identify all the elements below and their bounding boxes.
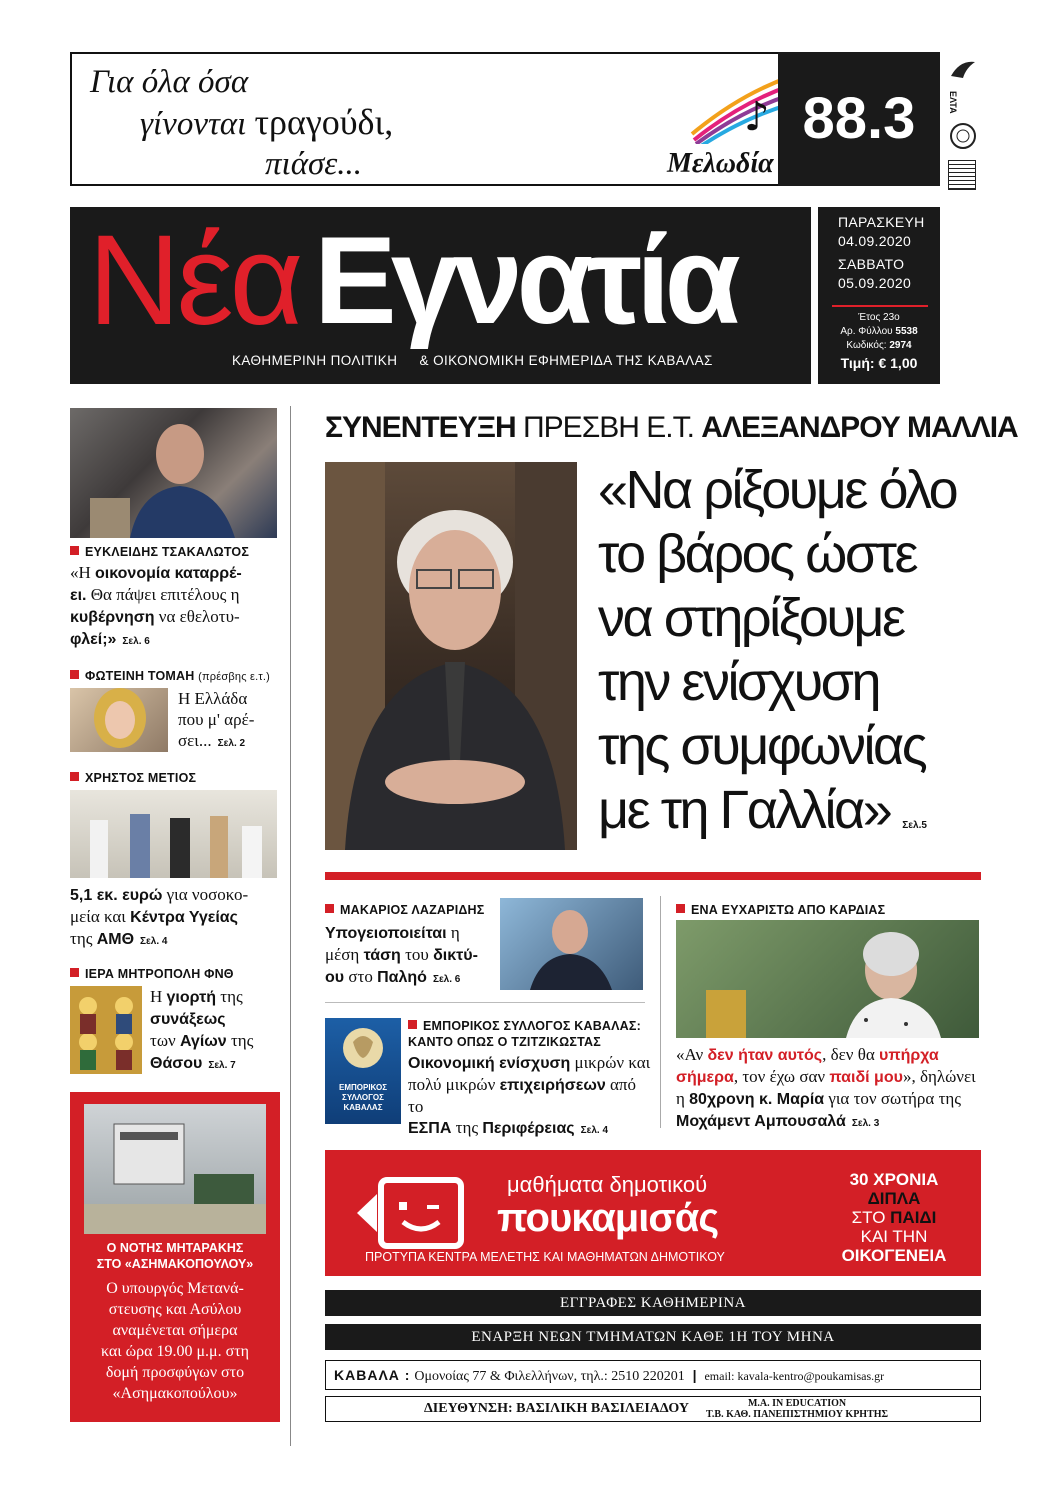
s2-l3: σει... — [178, 731, 212, 750]
radio-ad-line1: Για όλα όσα — [90, 64, 249, 100]
m1-t3: του — [400, 945, 434, 964]
ad-top: μαθήματα δημοτικού — [507, 1172, 708, 1197]
m3-t4: », δηλώνει — [902, 1067, 976, 1086]
ad-address-row: ΚΑΒΑΛΑ : Ομονοίας 77 & Φιλελλήνων, τηλ.: 2510 220201 | email: kavala-kentro@poukamisas.gr — [325, 1360, 981, 1390]
s1-b4: φλεί;» — [70, 631, 117, 648]
m2-b1: Οικονομική ενίσχυση — [408, 1055, 571, 1072]
poukamisas-ad[interactable] — [325, 1150, 981, 1276]
m1-t2: μέση — [325, 945, 364, 964]
svg-text:♪: ♪ — [744, 94, 770, 140]
lead-quote[interactable] — [598, 458, 998, 858]
m3-t2: , δεν θα — [822, 1045, 880, 1064]
m1-b2: τάση — [363, 947, 401, 964]
lead-kicker-a: ΣΥΝΕΝΤΕΥΞΗ — [325, 411, 516, 444]
m3-t5: η — [676, 1089, 690, 1108]
m1-b1: Υπογειοποιείται — [325, 925, 447, 942]
ad-cred2: Τ.Β. ΚΑΘ. ΠΑΝΕΠΙΣΤΗΜΙΟΥ ΚΡΗΤΗΣ — [706, 1409, 889, 1420]
price: Τιμή: € 1,00 — [840, 355, 918, 371]
ad-bar-new-classes: ΕΝΑΡΞΗ ΝΕΩΝ ΤΜΗΜΑΤΩΝ ΚΑΘΕ 1Η ΤΟΥ ΜΗΝΑ — [325, 1324, 981, 1350]
code-label: Κωδικός: — [846, 340, 887, 351]
issue-label: Αρ. Φύλλου — [840, 326, 893, 337]
m3-kicker: ΕΝΑ ΕΥΧΑΡΙΣΤΩ ΑΠΟ ΚΑΡΔΙΑΣ — [676, 902, 885, 918]
logo-line: ΕΜΠΟΡΙΚΟΣ — [339, 1083, 387, 1092]
ad-r1: 30 ΧΡΟΝΙΑ — [849, 1170, 939, 1189]
s2-kicker-note: (πρέσβης ε.τ.) — [198, 671, 270, 683]
lead-kicker[interactable] — [325, 406, 1018, 450]
ad-cred1: M.A. IN EDUCATION — [747, 1398, 847, 1409]
s3-b2: Κέντρα Υγείας — [130, 909, 238, 926]
s4-kicker: ΙΕΡΑ ΜΗΤΡΟΠΟΛΗ ΦΝΘ — [70, 966, 234, 982]
box-body — [70, 1278, 280, 1404]
m1-t4: στο — [344, 967, 378, 986]
masthead-subtitle-b: & ΟΙΚΟΝΟΜΙΚΗ ΕΦΗΜΕΡΙΔΑ ΤΗΣ ΚΑΒΑΛΑΣ — [419, 353, 713, 368]
mid-column-divider — [660, 896, 661, 1128]
s3-t1: για νοσοκο- — [162, 885, 249, 904]
s2-body[interactable] — [178, 688, 283, 754]
date-day1: ΠΑΡΑΣΚΕΥΗ — [838, 214, 925, 230]
m1-b5: Παληό — [377, 969, 427, 986]
m2-b3: ΕΣΠΑ — [408, 1120, 452, 1137]
s2-kicker: ΦΩΤΕΙΝΗ ΤΟΜΑΗ — [85, 669, 195, 683]
s1-b1: οικονομία καταρρέ- — [95, 565, 242, 582]
s1-t1: «Η — [70, 563, 96, 582]
box-body-line: στευσης και Ασύλου — [108, 1301, 242, 1318]
emporikos-logo[interactable] — [325, 1018, 401, 1124]
ad-r2: ΔΙΠΛΑ — [867, 1189, 921, 1208]
box-title2: ΣΤΟ «ΑΣΗΜΑΚΟΠΟΥΛΟΥ» — [96, 1257, 254, 1271]
ad-director-row — [325, 1396, 981, 1422]
s3-b3: ΑΜΘ — [96, 931, 135, 948]
m3-b6: Μοχάμεντ Αμπουσαλά — [676, 1113, 846, 1130]
lead-quote-line: της συμφωνίας — [598, 716, 926, 776]
m3-b3: σήμερα — [676, 1069, 734, 1086]
date-date1: 04.09.2020 — [838, 233, 912, 249]
m1-t1: η — [446, 923, 460, 942]
s3-t3: της — [70, 929, 97, 948]
m3-page: Σελ. 3 — [851, 1118, 880, 1129]
s4-b4: Θάσου — [150, 1055, 203, 1072]
date-panel — [818, 207, 940, 384]
code-number: 2974 — [889, 340, 912, 351]
radio-frequency: 88.3 — [802, 86, 916, 151]
ad-r3a: ΣΤΟ — [851, 1208, 891, 1227]
s4-t2: της — [216, 987, 243, 1006]
ad-brand: πουκαμισάς — [497, 1196, 719, 1240]
s2-page: Σελ. 2 — [217, 738, 246, 749]
radio-ad-line2a: γίνονται — [140, 106, 255, 142]
m2-t2: πολύ μικρών — [408, 1075, 500, 1094]
lazaridis-photo[interactable] — [500, 898, 643, 990]
date-date2: 05.09.2020 — [838, 275, 912, 291]
m3-t3: , τον έχω σαν — [733, 1067, 830, 1086]
elta-label: ΕΛΤΑ — [948, 91, 958, 114]
radio-ad-line2b: τραγούδι, — [254, 102, 394, 142]
box-body-line: δομή προσφύγων στο — [105, 1364, 245, 1381]
m3-body[interactable] — [676, 1044, 986, 1134]
lead-quote-line: την ενίσχυση — [598, 652, 880, 712]
m1-divider — [325, 1002, 645, 1003]
elta-bird-icon — [948, 56, 978, 86]
ad-r4: ΚΑΙ ΤΗΝ — [860, 1227, 928, 1246]
ad-address: Ομονοίας 77 & Φιλελλήνων, τηλ.: 2510 220201 — [414, 1369, 685, 1384]
ad-director: ΔΙΕΥΘΥΝΣΗ: ΒΑΣΙΛΙΚΗ ΒΑΣΙΛΕΙΑΔΟΥ — [424, 1401, 689, 1416]
s1-t3: να εθελοτυ- — [154, 607, 240, 626]
m3-b4: παιδί μου — [829, 1069, 903, 1086]
m3-b1: δεν ήταν αυτός — [707, 1047, 823, 1064]
lead-kicker-c: ΑΛΕΞΑΝΔΡΟΥ ΜΑΛΛΙΑ — [701, 411, 1018, 444]
s3-b1: 5,1 εκ. ευρώ — [70, 887, 163, 904]
tomai-photo[interactable] — [70, 688, 168, 752]
lead-quote-line: «Να ρίξουμε όλο — [598, 460, 957, 520]
masthead[interactable] — [70, 207, 811, 384]
m1-b4: ου — [325, 969, 345, 986]
m1-b3: δικτύ- — [433, 947, 478, 964]
icon-saints-photo[interactable] — [70, 986, 142, 1074]
m2-b2: επιχειρήσεων — [499, 1077, 606, 1094]
maria-photo[interactable] — [676, 920, 979, 1038]
s1-page: Σελ. 6 — [122, 636, 150, 647]
m3-t6: για τον σωτήρα της — [824, 1089, 962, 1108]
s4-t1: Η — [150, 987, 167, 1006]
m2-b4: Περιφέρειας — [482, 1120, 575, 1137]
s2-l2: που μ' αρέ- — [178, 710, 255, 729]
s4-page: Σελ. 7 — [208, 1060, 236, 1071]
ad-tagline: ΠΡΟΤΥΠΑ ΚΕΝΤΡΑ ΜΕΛΕΤΗΣ ΚΑΙ ΜΑΘΗΜΑΤΩΝ ΔΗΜΟΤΙΚΟΥ — [365, 1250, 725, 1264]
issue-number: 5538 — [895, 326, 918, 337]
box-body-line: και ώρα 19.00 μ.μ. στη — [100, 1343, 250, 1360]
s3-kicker: ΧΡΗΣΤΟΣ ΜΕΤΙΟΣ — [70, 770, 196, 786]
radio-ad-line3: πιάσε... — [265, 146, 363, 182]
lead-kicker-b: ΠΡΕΣΒΗ Ε.Τ. — [515, 411, 702, 444]
s4-b2: συνάξεως — [150, 1011, 226, 1028]
s4-body[interactable] — [150, 986, 285, 1076]
m2-t4: της — [451, 1118, 483, 1137]
masthead-title-nea: Νέα — [88, 209, 300, 352]
pencil-tv-logo-icon — [355, 1172, 467, 1254]
postal-barcode — [948, 160, 976, 190]
date-divider — [832, 305, 928, 307]
logo-line: ΚΑΒΑΛΑΣ — [343, 1103, 383, 1112]
m3-b2: υπήρχα — [879, 1047, 939, 1064]
lead-red-rule — [325, 872, 981, 880]
column-divider — [290, 406, 291, 1446]
s1-t2: Θα πάψει επιτέλους η — [86, 585, 240, 604]
s4-t3: των — [150, 1031, 180, 1050]
s2-kicker-wrap — [70, 668, 285, 685]
masthead-subtitle-a: ΚΑΘΗΜΕΡΙΝΗ ΠΟΛΙΤΙΚΗ — [232, 353, 398, 368]
radio-ad[interactable] — [70, 52, 940, 186]
ad-r3b: ΠΑΙΔΙ — [890, 1208, 937, 1227]
s1-kicker: ΕΥΚΛΕΙΔΗΣ ΤΣΑΚΑΛΩΤΟΣ — [70, 544, 280, 560]
s1-b2: ει. — [70, 587, 87, 604]
ad-r5: ΟΙΚΟΓΕΝΕΙΑ — [841, 1246, 947, 1265]
mitarakis-box[interactable] — [70, 1092, 280, 1422]
m2-kicker2: ΚΑΝΤΟ ΟΠΩΣ Ο ΤΖΙΤΖΙΚΩΣΤΑΣ — [408, 1035, 601, 1049]
metios-photo[interactable] — [70, 790, 277, 878]
m2-t3: από το — [408, 1075, 636, 1116]
s4-b3: Αγίων — [179, 1033, 227, 1050]
box-body-line: αναμένεται σήμερα — [112, 1322, 238, 1339]
s1-b3: κυβέρνηση — [70, 609, 155, 626]
ad-city: ΚΑΒΑΛΑ : — [334, 1367, 411, 1383]
lead-quote-line: με τη Γαλλία» — [598, 780, 891, 840]
date-day2: ΣΑΒΒΑΤΟ — [838, 256, 905, 272]
lead-page: Σελ.5 — [902, 820, 927, 831]
s1-body[interactable] — [70, 562, 280, 652]
m3-b5: 80χρονη κ. Μαρία — [689, 1091, 825, 1108]
box-body-line: «Ασημακοπούλου» — [112, 1385, 238, 1402]
box-title1: Ο ΝΟΤΗΣ ΜΗΤΑΡΑΚΗΣ — [106, 1241, 244, 1255]
ad-bar-registrations: ΕΓΓΡΑΦΕΣ ΚΑΘΗΜΕΡΙΝΑ — [325, 1290, 981, 1316]
refugee-structure-photo — [84, 1104, 266, 1234]
lead-quote-line: να στηρίξουμε — [598, 588, 904, 648]
m1-kicker: ΜΑΚΑΡΙΟΣ ΛΑΖΑΡΙΔΗΣ — [325, 902, 485, 918]
postal-stamp-icon — [948, 121, 978, 151]
m2-kicker1: ΕΜΠΟΡΙΚΟΣ ΣΥΛΛΟΓΟΣ ΚΑΒΑΛΑΣ: — [408, 1018, 653, 1034]
m2-page: Σελ. 4 — [580, 1125, 609, 1136]
issue-year: Έτος 23ο — [858, 312, 900, 323]
ad-email: email: kavala-kentro@poukamisas.gr — [704, 1369, 885, 1383]
lead-quote-line: το βάρος ώστε — [598, 524, 917, 584]
radio-frequency-box — [778, 52, 940, 186]
s4-b1: γιορτή — [166, 989, 217, 1006]
s3-body[interactable] — [70, 884, 285, 952]
box-body-line: Ο υπουργός Μετανά- — [106, 1280, 244, 1297]
postal-mark — [948, 56, 982, 190]
m1-page: Σελ. 6 — [432, 974, 461, 985]
m2-body[interactable] — [408, 1052, 653, 1141]
radio-brand: Μελωδία — [667, 148, 774, 179]
m3-t1: «Αν — [676, 1045, 708, 1064]
logo-line: ΣΥΛΛΟΓΟΣ — [342, 1093, 384, 1102]
m1-body[interactable] — [325, 922, 500, 990]
m2-t1: μικρών και — [570, 1053, 651, 1072]
s3-t2: μεία και — [70, 907, 131, 926]
mallias-photo[interactable] — [325, 462, 577, 850]
s2-l1: Η Ελλάδα — [178, 689, 248, 708]
tsakalotos-photo[interactable] — [70, 408, 277, 538]
masthead-title-egnatia: Εγνατία — [314, 212, 735, 350]
s3-page: Σελ. 4 — [140, 936, 168, 947]
s4-t4: της — [226, 1031, 254, 1050]
